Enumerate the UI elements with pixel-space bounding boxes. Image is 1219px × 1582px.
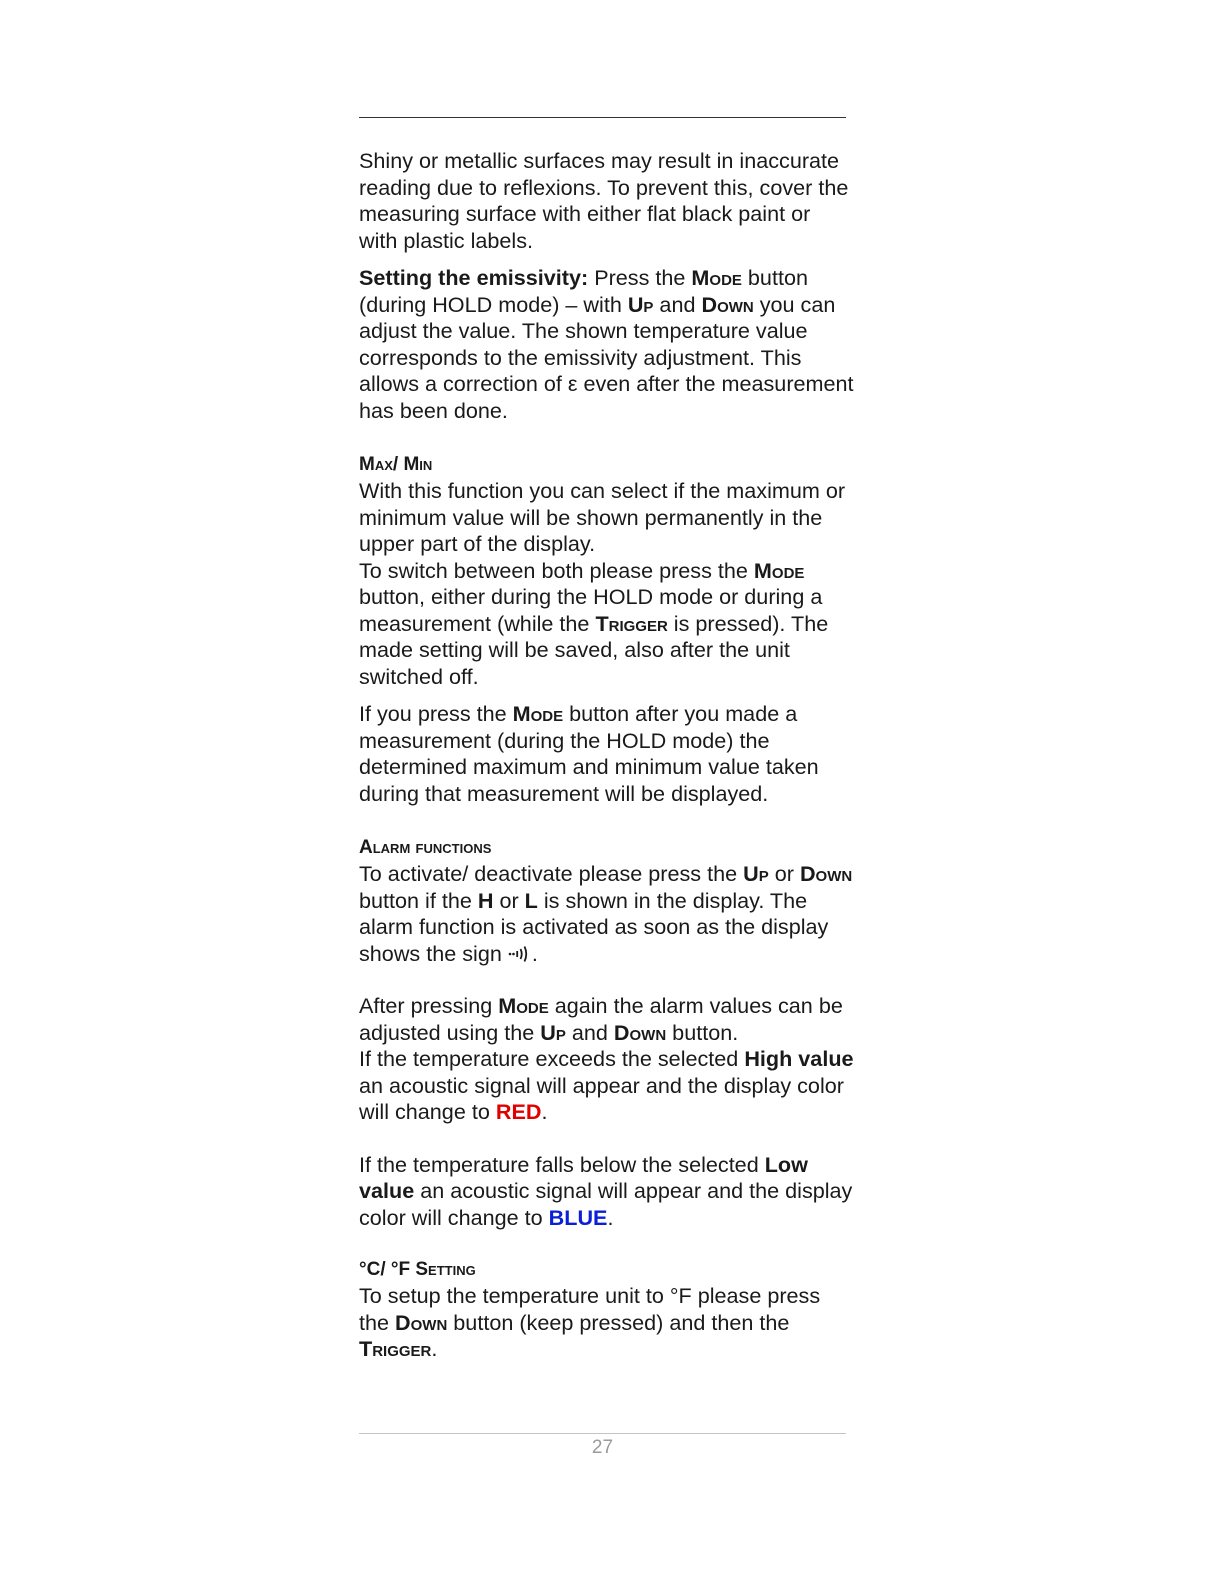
h-indicator: H [477, 887, 494, 913]
alarm-sound-icon [508, 944, 532, 962]
alarm-paragraph-4: If the temperature falls below the selected Low value an acoustic signal will appear and the display color will change to BLUE. [359, 1151, 853, 1230]
up-button-ref: Up [627, 291, 654, 317]
down-button-ref: Down [799, 861, 853, 886]
up-button-ref: Up [540, 1019, 566, 1045]
mode-button-ref: Mode [512, 701, 564, 726]
l-indicator: L [524, 887, 538, 913]
trigger-button-ref: Trigger [595, 610, 668, 636]
maxmin-paragraph-2: To switch between both please press the Mode button, either during the HOLD mode or during a measurement (while the Trigger is pressed). The made setting will be saved, also after the unit switched off. [359, 557, 829, 689]
up-button-ref: Up [743, 861, 769, 886]
mode-button-ref: Mode [753, 557, 805, 583]
maxmin-paragraph-1: With this function you can select if the maximum or minimum value will be shown permanently in the upper part of the display. [359, 478, 846, 556]
down-button-ref: Down [701, 291, 754, 317]
trigger-button-ref: Trigger [359, 1336, 432, 1361]
intro-paragraph: Shiny or metallic surfaces may result in inaccurate reading due to reflexions. To prevent this, cover the measuring surface with either flat black paint or with plastic labels. [359, 148, 849, 253]
alarm-paragraph-2: After pressing Mode again the alarm values can be adjusted using the Up and Down button. [359, 993, 843, 1045]
low-value-label: Low value [359, 1151, 808, 1203]
emissivity-paragraph: Setting the emissivity: Press the Mode button (during HOLD mode) – with Up and Down you can adjust the value. The shown temperature value corresponds to the emissivity adjustment. This allows a correction of ε even after the measurement has been done. [359, 265, 854, 423]
footer-rule [359, 1433, 846, 1434]
unit-setting-paragraph: To setup the temperature unit to °F please press the Down button (keep pressed) and then the Trigger. [359, 1283, 821, 1361]
unit-setting-heading: °C/ °F Setting [359, 1259, 476, 1280]
page-content [359, 148, 854, 1363]
header-rule [359, 117, 846, 118]
alarm-heading: Alarm functions [359, 837, 492, 858]
emissivity-label: Setting the emissivity: [359, 265, 589, 290]
page-number: 27 [591, 1437, 614, 1458]
high-value-label: High value [744, 1046, 854, 1071]
maxmin-paragraph-3: If you press the Mode button after you made a measurement (during the HOLD mode) the determined maximum and minimum value taken during that measurement will be displayed. [359, 701, 819, 806]
red-color-label: RED [495, 1099, 542, 1124]
blue-color-label: BLUE [548, 1204, 608, 1230]
mode-button-ref: Mode [498, 993, 549, 1018]
maxmin-heading: Max/ Min [359, 454, 433, 475]
mode-button-ref: Mode [691, 265, 742, 290]
down-button-ref: Down [613, 1019, 667, 1045]
alarm-paragraph-1: To activate/ deactivate please press the Up or Down button if the H or L is shown in the display. The alarm function is activated as soon as the display shows the sign . [359, 861, 853, 966]
down-button-ref: Down [395, 1309, 448, 1335]
alarm-paragraph-3: If the temperature exceeds the selected High value an acoustic signal will appear and the display color will change to RED. [359, 1046, 854, 1124]
